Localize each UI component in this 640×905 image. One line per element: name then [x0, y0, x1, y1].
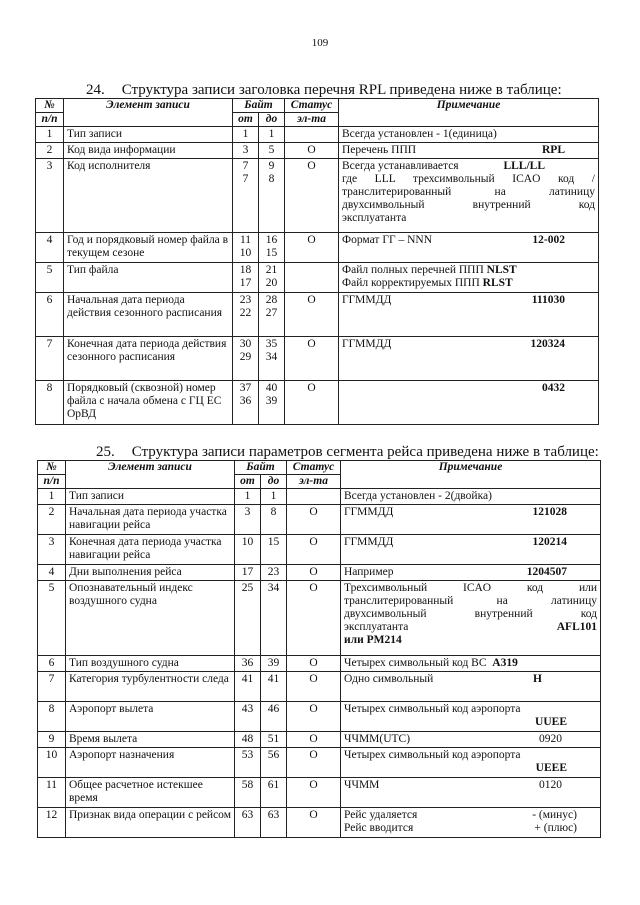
col-bytes: Байт [233, 99, 285, 113]
section-24-number: 24. [86, 82, 105, 98]
section-25-number: 25. [96, 444, 115, 460]
table-row: 4 Дни выполнения рейса 17 23 O Например 1204507 [38, 565, 601, 581]
section-25-caption [96, 444, 599, 461]
col-note: Примечание [339, 99, 599, 127]
table-row: 5 Опознавательный индекс воздушного судна 25 34 O Трехсимвольный ICAO код или транслитерированный на латиницу двухсимвольный внутренний код эксплуатанта AFL101 или PM214 [38, 581, 601, 656]
table-row: 4 Год и порядковый номер файла в текущем сезоне 11 10 16 15 O Формат ГГ – NNN 12-002 [36, 233, 599, 263]
table-row: 2 Код вида информации 3 5 O Перечень ППП RPL [36, 143, 599, 159]
table-row: 7 Категория турбулентности следа 41 41 O Одно символьный H [38, 672, 601, 702]
col-status: Статус [285, 99, 339, 113]
table-row: 6 Тип воздушного судна 36 39 O Четырех символьный код ВС A319 [38, 656, 601, 672]
rpl-header-table [35, 98, 599, 425]
table-row: 1 Тип записи 1 1 Всегда установлен - 1(единица) [36, 127, 599, 143]
table-row: 6 Начальная дата периода действия сезонного расписания 23 22 28 27 O ГГММДД 111030 [36, 293, 599, 337]
col-element: Элемент записи [64, 99, 233, 127]
table-row: 12 Признак вида операции с рейсом 63 63 O Рейс удаляется - (минус) Рейс вводится + (плюс) [38, 808, 601, 838]
table-row: 1 Тип записи 1 1 Всегда установлен - 2(двойка) [38, 489, 601, 505]
col-num-sub: п/п [36, 113, 64, 127]
table-row: 8 Порядковый (сквозной) номер файла с начала обмена с ГЦ ЕС ОрВД 37 36 40 39 O 0432 [36, 381, 599, 425]
table-row: 11 Общее расчетное истекшее время 58 61 O ЧЧММ 0120 [38, 778, 601, 808]
section-25-title: Структура записи параметров сегмента рейса приведена ниже в таблице: [131, 444, 599, 460]
table-row: 2 Начальная дата периода участка навигации рейса 3 8 O ГГММДД 121028 [38, 505, 601, 535]
page-number: 109 [311, 37, 329, 49]
table-row: 8 Аэропорт вылета 43 46 O Четырех символьный код аэропорта UUEE [38, 702, 601, 732]
table-row: 9 Время вылета 48 51 O ЧЧММ(UTC) 0920 [38, 732, 601, 748]
table-row: 5 Тип файла 18 17 21 20 Файл полных перечней ППП NLST Файл корректируемых ППП RLST [36, 263, 599, 293]
col-to: до [259, 113, 285, 127]
col-from: от [233, 113, 259, 127]
section-24-caption [86, 82, 562, 99]
col-status-sub: эл-та [285, 113, 339, 127]
col-num: № [36, 99, 64, 113]
section-24-title: Структура записи заголовка перечня RPL приведена ниже в таблице: [121, 82, 562, 98]
flight-segment-table: № Элемент записи Байт Статус Примечание п/п от до эл-та 1 Тип записи 1 1 Всегда установлен - 2(двойка) 2 Начальная дата периода участка навигации рейса 3 8 O ГГММДД 121028 3 Конечная дата периода участка навигации рейса 10 15 O ГГММДД 120214 4 Дни выполнения рейса 17 23 O Например 1204507 5 Опознавательный индекс воздушного судна 25 34 O Трехсимвольный ICAO код или транслитерированный на латиницу двухсимвольный внутренний код эксплуатанта AFL101 или PM214 6 Тип воздушного судна 36 39 O Четырех символьный код ВС A319 7 Категория турбулентности следа 41 41 O Одно символьный H 8 Аэропорт вылета 43 46 O Четырех символьный код аэропорта UUEE 9 Время вылета 48 51 O ЧЧММ(UTC) 0920 10 Аэропорт назначения 53 56 O Четырех символьный код аэропорта UEEE 11 Общее расчетное истекшее время 58 61 O ЧЧММ 0120 12 Признак вида операции с рейсом 63 63 O Рейс удаляется - (минус) Рейс вводится + (плюс) [37, 460, 601, 838]
table-row: 3 Конечная дата периода участка навигации рейса 10 15 O ГГММДД 120214 [38, 535, 601, 565]
table-row: 3 Код исполнителя 7 7 9 8 O Всегда устанавливается LLL/LL где LLL трехсимвольный ICAO код / транслитерированный на латиницу двухсимвольный внутренний код эксплуатанта [36, 159, 599, 233]
table-row: 10 Аэропорт назначения 53 56 O Четырех символьный код аэропорта UEEE [38, 748, 601, 778]
table-row: 7 Конечная дата периода действия сезонного расписания 30 29 35 34 O ГГММДД 120324 [36, 337, 599, 381]
